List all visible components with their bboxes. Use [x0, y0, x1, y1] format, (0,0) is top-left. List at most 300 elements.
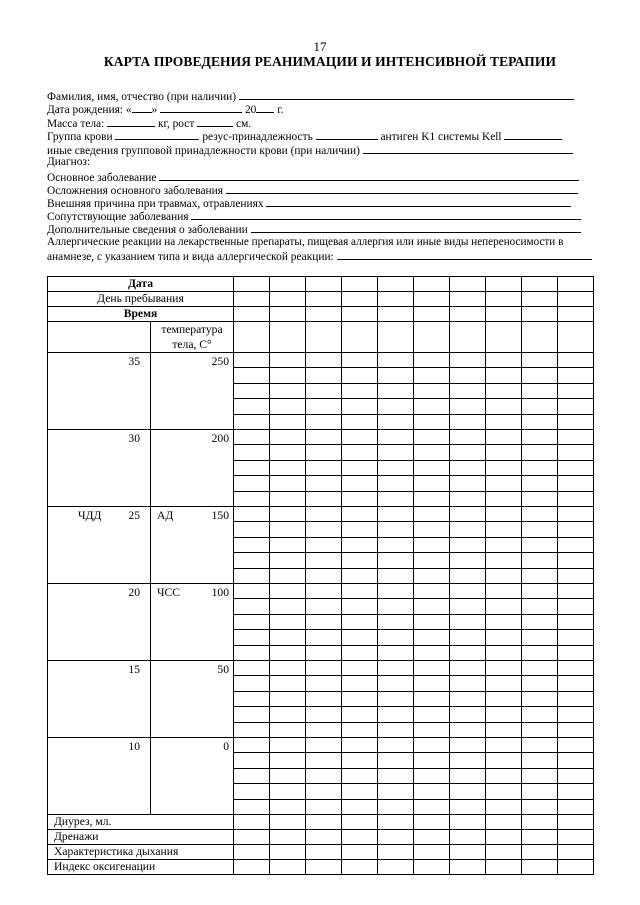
grid-cell[interactable] [270, 738, 306, 753]
grid-cell[interactable] [486, 707, 522, 722]
grid-cell[interactable] [342, 630, 378, 645]
grid-cell[interactable] [234, 353, 270, 368]
grid-cell[interactable] [378, 568, 414, 583]
grid-cell[interactable] [522, 430, 558, 445]
grid-cell[interactable] [558, 860, 594, 875]
grid-cell[interactable] [558, 553, 594, 568]
grid-cell[interactable] [450, 537, 486, 552]
grid-cell[interactable] [378, 353, 414, 368]
grid-cell[interactable] [486, 460, 522, 475]
grid-cell[interactable] [342, 537, 378, 552]
grid-cell[interactable] [486, 537, 522, 552]
grid-cell[interactable] [414, 799, 450, 814]
grid-cell[interactable] [234, 845, 270, 860]
grid-cell[interactable] [306, 537, 342, 552]
grid-cell[interactable] [270, 537, 306, 552]
grid-cell[interactable] [342, 507, 378, 522]
grid-cell[interactable] [306, 707, 342, 722]
grid-cell[interactable] [486, 584, 522, 599]
grid-cell[interactable] [486, 277, 522, 292]
grid-cell[interactable] [378, 277, 414, 292]
grid-cell[interactable] [306, 830, 342, 845]
grid-cell[interactable] [414, 537, 450, 552]
grid-cell[interactable] [342, 476, 378, 491]
grid-cell[interactable] [414, 522, 450, 537]
grid-cell[interactable] [414, 722, 450, 737]
grid-cell[interactable] [414, 784, 450, 799]
grid-cell[interactable] [558, 353, 594, 368]
grid-cell[interactable] [558, 568, 594, 583]
grid-cell[interactable] [378, 445, 414, 460]
grid-cell[interactable] [342, 414, 378, 429]
grid-cell[interactable] [450, 815, 486, 830]
grid-cell[interactable] [306, 614, 342, 629]
grid-cell[interactable] [342, 307, 378, 322]
grid-cell[interactable] [450, 277, 486, 292]
grid-cell[interactable] [234, 584, 270, 599]
grid-cell[interactable] [234, 691, 270, 706]
grid-cell[interactable] [558, 460, 594, 475]
grid-cell[interactable] [306, 661, 342, 676]
grid-cell[interactable] [342, 322, 378, 353]
grid-cell[interactable] [522, 661, 558, 676]
grid-cell[interactable] [378, 676, 414, 691]
grid-cell[interactable] [234, 476, 270, 491]
grid-cell[interactable] [558, 277, 594, 292]
grid-cell[interactable] [522, 537, 558, 552]
grid-cell[interactable] [522, 614, 558, 629]
grid-cell[interactable] [234, 630, 270, 645]
full-name-field[interactable] [239, 89, 574, 100]
grid-cell[interactable] [414, 753, 450, 768]
grid-cell[interactable] [306, 691, 342, 706]
grid-cell[interactable] [522, 491, 558, 506]
grid-cell[interactable] [342, 676, 378, 691]
grid-cell[interactable] [306, 568, 342, 583]
grid-cell[interactable] [234, 430, 270, 445]
grid-cell[interactable] [522, 553, 558, 568]
grid-cell[interactable] [522, 322, 558, 353]
grid-cell[interactable] [486, 738, 522, 753]
grid-cell[interactable] [306, 507, 342, 522]
grid-cell[interactable] [270, 815, 306, 830]
grid-cell[interactable] [378, 383, 414, 398]
grid-cell[interactable] [378, 661, 414, 676]
grid-cell[interactable] [522, 522, 558, 537]
grid-cell[interactable] [270, 860, 306, 875]
grid-cell[interactable] [378, 753, 414, 768]
grid-cell[interactable] [486, 414, 522, 429]
grid-cell[interactable] [378, 645, 414, 660]
grid-cell[interactable] [558, 430, 594, 445]
grid-cell[interactable] [522, 707, 558, 722]
grid-cell[interactable] [234, 768, 270, 783]
grid-cell[interactable] [522, 830, 558, 845]
grid-cell[interactable] [450, 738, 486, 753]
grid-cell[interactable] [270, 322, 306, 353]
grid-cell[interactable] [378, 507, 414, 522]
allergy-field[interactable] [337, 249, 592, 260]
height-field[interactable] [197, 116, 233, 127]
grid-cell[interactable] [450, 645, 486, 660]
grid-cell[interactable] [270, 768, 306, 783]
grid-cell[interactable] [486, 722, 522, 737]
grid-cell[interactable] [414, 599, 450, 614]
grid-cell[interactable] [234, 399, 270, 414]
grid-cell[interactable] [522, 383, 558, 398]
grid-cell[interactable] [234, 383, 270, 398]
grid-cell[interactable] [450, 399, 486, 414]
grid-cell[interactable] [306, 430, 342, 445]
grid-cell[interactable] [450, 630, 486, 645]
grid-cell[interactable] [486, 292, 522, 307]
grid-cell[interactable] [342, 445, 378, 460]
grid-cell[interactable] [378, 722, 414, 737]
grid-cell[interactable] [522, 568, 558, 583]
grid-cell[interactable] [450, 722, 486, 737]
grid-cell[interactable] [450, 322, 486, 353]
grid-cell[interactable] [270, 661, 306, 676]
grid-cell[interactable] [378, 630, 414, 645]
grid-cell[interactable] [270, 307, 306, 322]
grid-cell[interactable] [342, 860, 378, 875]
grid-cell[interactable] [270, 753, 306, 768]
grid-cell[interactable] [270, 277, 306, 292]
grid-cell[interactable] [558, 691, 594, 706]
grid-cell[interactable] [306, 399, 342, 414]
grid-cell[interactable] [450, 584, 486, 599]
grid-cell[interactable] [558, 738, 594, 753]
grid-cell[interactable] [558, 322, 594, 353]
grid-cell[interactable] [522, 784, 558, 799]
grid-cell[interactable] [306, 292, 342, 307]
grid-cell[interactable] [414, 860, 450, 875]
grid-cell[interactable] [342, 383, 378, 398]
grid-cell[interactable] [558, 661, 594, 676]
grid-cell[interactable] [558, 414, 594, 429]
grid-cell[interactable] [306, 845, 342, 860]
grid-cell[interactable] [306, 522, 342, 537]
grid-cell[interactable] [450, 830, 486, 845]
grid-cell[interactable] [486, 614, 522, 629]
grid-cell[interactable] [486, 307, 522, 322]
grid-cell[interactable] [342, 522, 378, 537]
grid-cell[interactable] [234, 799, 270, 814]
grid-cell[interactable] [558, 292, 594, 307]
grid-cell[interactable] [414, 430, 450, 445]
grid-cell[interactable] [558, 584, 594, 599]
grid-cell[interactable] [342, 277, 378, 292]
grid-cell[interactable] [270, 368, 306, 383]
grid-cell[interactable] [414, 645, 450, 660]
grid-cell[interactable] [270, 799, 306, 814]
grid-cell[interactable] [234, 522, 270, 537]
grid-cell[interactable] [306, 784, 342, 799]
grid-cell[interactable] [270, 522, 306, 537]
grid-cell[interactable] [378, 476, 414, 491]
grid-cell[interactable] [342, 815, 378, 830]
grid-cell[interactable] [450, 491, 486, 506]
grid-cell[interactable] [234, 707, 270, 722]
grid-cell[interactable] [558, 476, 594, 491]
grid-cell[interactable] [378, 399, 414, 414]
grid-cell[interactable] [522, 368, 558, 383]
kell-field[interactable] [504, 129, 562, 140]
grid-cell[interactable] [558, 399, 594, 414]
grid-cell[interactable] [342, 661, 378, 676]
grid-cell[interactable] [270, 292, 306, 307]
grid-cell[interactable] [414, 383, 450, 398]
grid-cell[interactable] [450, 676, 486, 691]
grid-cell[interactable] [558, 799, 594, 814]
grid-cell[interactable] [378, 553, 414, 568]
grid-cell[interactable] [522, 630, 558, 645]
grid-cell[interactable] [522, 414, 558, 429]
grid-cell[interactable] [558, 753, 594, 768]
grid-cell[interactable] [306, 799, 342, 814]
grid-cell[interactable] [486, 430, 522, 445]
grid-cell[interactable] [450, 292, 486, 307]
grid-cell[interactable] [414, 614, 450, 629]
grid-cell[interactable] [414, 476, 450, 491]
grid-cell[interactable] [558, 784, 594, 799]
grid-cell[interactable] [234, 553, 270, 568]
grid-cell[interactable] [414, 322, 450, 353]
grid-cell[interactable] [342, 568, 378, 583]
grid-cell[interactable] [450, 553, 486, 568]
grid-cell[interactable] [306, 738, 342, 753]
grid-cell[interactable] [522, 753, 558, 768]
grid-cell[interactable] [450, 430, 486, 445]
grid-cell[interactable] [270, 584, 306, 599]
grid-cell[interactable] [378, 307, 414, 322]
grid-cell[interactable] [522, 445, 558, 460]
grid-cell[interactable] [486, 768, 522, 783]
grid-cell[interactable] [450, 476, 486, 491]
grid-cell[interactable] [558, 445, 594, 460]
grid-cell[interactable] [270, 445, 306, 460]
grid-cell[interactable] [486, 599, 522, 614]
grid-cell[interactable] [270, 845, 306, 860]
grid-cell[interactable] [378, 430, 414, 445]
grid-cell[interactable] [414, 845, 450, 860]
grid-cell[interactable] [378, 491, 414, 506]
grid-cell[interactable] [558, 507, 594, 522]
grid-cell[interactable] [414, 676, 450, 691]
grid-cell[interactable] [522, 845, 558, 860]
grid-cell[interactable] [234, 277, 270, 292]
grid-cell[interactable] [522, 676, 558, 691]
grid-cell[interactable] [522, 277, 558, 292]
grid-cell[interactable] [234, 815, 270, 830]
grid-cell[interactable] [306, 553, 342, 568]
grid-cell[interactable] [234, 738, 270, 753]
grid-cell[interactable] [522, 722, 558, 737]
grid-cell[interactable] [234, 661, 270, 676]
grid-cell[interactable] [306, 368, 342, 383]
grid-cell[interactable] [234, 491, 270, 506]
grid-cell[interactable] [486, 815, 522, 830]
grid-cell[interactable] [414, 707, 450, 722]
grid-cell[interactable] [450, 568, 486, 583]
grid-cell[interactable] [522, 860, 558, 875]
grid-cell[interactable] [450, 445, 486, 460]
grid-cell[interactable] [486, 845, 522, 860]
grid-cell[interactable] [378, 599, 414, 614]
grid-cell[interactable] [558, 522, 594, 537]
grid-cell[interactable] [342, 768, 378, 783]
grid-cell[interactable] [270, 614, 306, 629]
grid-cell[interactable] [486, 676, 522, 691]
grid-cell[interactable] [486, 445, 522, 460]
grid-cell[interactable] [486, 368, 522, 383]
grid-cell[interactable] [486, 630, 522, 645]
grid-cell[interactable] [270, 383, 306, 398]
grid-cell[interactable] [522, 353, 558, 368]
grid-cell[interactable] [234, 445, 270, 460]
main-disease-field[interactable] [159, 170, 579, 181]
grid-cell[interactable] [486, 799, 522, 814]
birth-day-field[interactable] [132, 102, 152, 113]
grid-cell[interactable] [414, 630, 450, 645]
grid-cell[interactable] [234, 460, 270, 475]
grid-cell[interactable] [486, 553, 522, 568]
grid-cell[interactable] [558, 722, 594, 737]
grid-cell[interactable] [486, 661, 522, 676]
grid-cell[interactable] [306, 476, 342, 491]
grid-cell[interactable] [414, 307, 450, 322]
grid-cell[interactable] [486, 691, 522, 706]
grid-cell[interactable] [270, 553, 306, 568]
grid-cell[interactable] [486, 522, 522, 537]
grid-cell[interactable] [306, 307, 342, 322]
grid-cell[interactable] [450, 707, 486, 722]
grid-cell[interactable] [486, 507, 522, 522]
grid-cell[interactable] [270, 353, 306, 368]
grid-cell[interactable] [270, 676, 306, 691]
grid-cell[interactable] [450, 691, 486, 706]
grid-cell[interactable] [306, 722, 342, 737]
other-group-field[interactable] [363, 143, 573, 154]
grid-cell[interactable] [486, 568, 522, 583]
grid-cell[interactable] [342, 491, 378, 506]
grid-cell[interactable] [234, 292, 270, 307]
grid-cell[interactable] [234, 507, 270, 522]
grid-cell[interactable] [522, 584, 558, 599]
grid-cell[interactable] [234, 599, 270, 614]
grid-cell[interactable] [450, 307, 486, 322]
grid-cell[interactable] [450, 753, 486, 768]
grid-cell[interactable] [450, 614, 486, 629]
grid-cell[interactable] [270, 491, 306, 506]
grid-cell[interactable] [306, 599, 342, 614]
grid-cell[interactable] [306, 353, 342, 368]
external-cause-field[interactable] [266, 196, 571, 207]
grid-cell[interactable] [486, 383, 522, 398]
grid-cell[interactable] [342, 292, 378, 307]
grid-cell[interactable] [306, 815, 342, 830]
grid-cell[interactable] [306, 414, 342, 429]
grid-cell[interactable] [270, 691, 306, 706]
grid-cell[interactable] [342, 353, 378, 368]
grid-cell[interactable] [558, 368, 594, 383]
grid-cell[interactable] [342, 599, 378, 614]
grid-cell[interactable] [378, 414, 414, 429]
grid-cell[interactable] [522, 460, 558, 475]
grid-cell[interactable] [234, 722, 270, 737]
grid-cell[interactable] [558, 815, 594, 830]
grid-cell[interactable] [378, 537, 414, 552]
grid-cell[interactable] [558, 830, 594, 845]
grid-cell[interactable] [522, 476, 558, 491]
grid-cell[interactable] [342, 753, 378, 768]
grid-cell[interactable] [342, 584, 378, 599]
grid-cell[interactable] [522, 599, 558, 614]
grid-cell[interactable] [234, 368, 270, 383]
grid-cell[interactable] [450, 599, 486, 614]
grid-cell[interactable] [306, 645, 342, 660]
blood-group-field[interactable] [115, 129, 199, 140]
grid-cell[interactable] [486, 322, 522, 353]
grid-cell[interactable] [414, 553, 450, 568]
additional-info-field[interactable] [251, 222, 581, 233]
grid-cell[interactable] [342, 645, 378, 660]
grid-cell[interactable] [378, 738, 414, 753]
complications-field[interactable] [226, 183, 578, 194]
grid-cell[interactable] [234, 307, 270, 322]
grid-cell[interactable] [414, 460, 450, 475]
grid-cell[interactable] [342, 722, 378, 737]
grid-cell[interactable] [342, 845, 378, 860]
grid-cell[interactable] [270, 568, 306, 583]
concomitant-field[interactable] [191, 209, 581, 220]
weight-field[interactable] [107, 116, 155, 127]
grid-cell[interactable] [486, 860, 522, 875]
grid-cell[interactable] [342, 614, 378, 629]
grid-cell[interactable] [558, 676, 594, 691]
grid-cell[interactable] [450, 383, 486, 398]
grid-cell[interactable] [378, 799, 414, 814]
grid-cell[interactable] [558, 599, 594, 614]
grid-cell[interactable] [450, 845, 486, 860]
grid-cell[interactable] [270, 476, 306, 491]
grid-cell[interactable] [450, 353, 486, 368]
grid-cell[interactable] [414, 815, 450, 830]
grid-cell[interactable] [306, 753, 342, 768]
grid-cell[interactable] [450, 799, 486, 814]
grid-cell[interactable] [522, 799, 558, 814]
grid-cell[interactable] [342, 707, 378, 722]
grid-cell[interactable] [234, 676, 270, 691]
grid-cell[interactable] [234, 322, 270, 353]
grid-cell[interactable] [378, 707, 414, 722]
grid-cell[interactable] [414, 399, 450, 414]
grid-cell[interactable] [270, 399, 306, 414]
grid-cell[interactable] [378, 815, 414, 830]
grid-cell[interactable] [414, 830, 450, 845]
grid-cell[interactable] [342, 799, 378, 814]
grid-cell[interactable] [306, 584, 342, 599]
grid-cell[interactable] [234, 614, 270, 629]
grid-cell[interactable] [486, 645, 522, 660]
grid-cell[interactable] [306, 277, 342, 292]
grid-cell[interactable] [234, 753, 270, 768]
grid-cell[interactable] [522, 399, 558, 414]
grid-cell[interactable] [234, 568, 270, 583]
grid-cell[interactable] [522, 507, 558, 522]
grid-cell[interactable] [342, 830, 378, 845]
grid-cell[interactable] [414, 353, 450, 368]
